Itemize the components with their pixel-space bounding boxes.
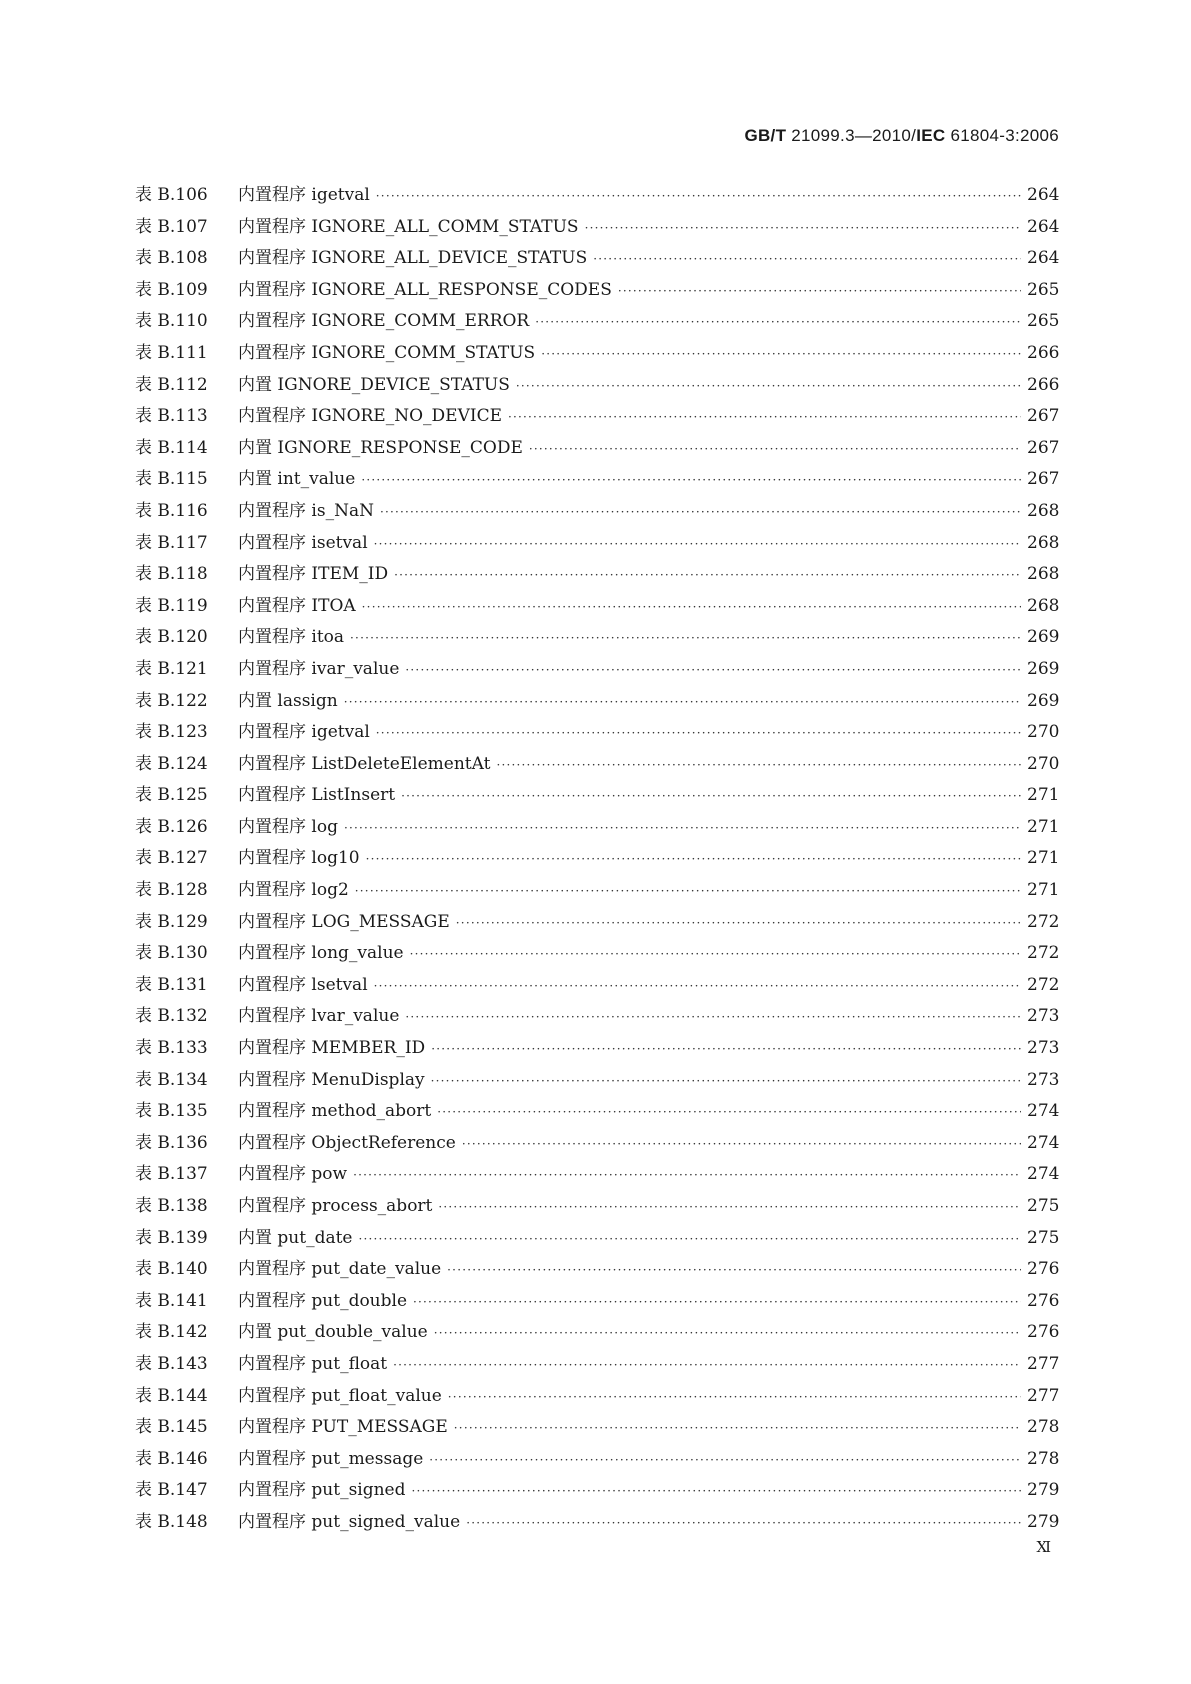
toc-entry-number: 表 B.111 [135,342,208,363]
toc-entry-page: 266 [1027,374,1060,395]
toc-entry-title: 内置程序 IGNORE_COMM_ERROR [238,311,530,332]
toc-entry-title: 内置程序 method_abort [238,1101,432,1122]
toc-dot-leader [366,844,1021,876]
toc-dot-leader [376,181,1021,213]
toc-entry[interactable] [135,464,1059,496]
toc-entry-title: 内置程序 itoa [238,627,345,648]
toc-entry-page: 265 [1027,311,1060,332]
toc-entry[interactable] [135,1507,1059,1539]
toc-dot-leader [350,623,1021,655]
toc-entry-number: 表 B.116 [135,500,208,521]
toc-entry[interactable] [135,875,1059,907]
toc-dot-leader [374,971,1021,1003]
toc-entry-page: 271 [1027,785,1060,806]
toc-entry-number: 表 B.130 [135,943,208,964]
toc-entry-title: 内置 put_double_value [238,1322,428,1343]
toc-entry-title: 内置程序 ivar_value [238,658,400,679]
toc-entry-title: 内置程序 put_date_value [238,1259,442,1280]
toc-entry[interactable] [135,243,1059,275]
toc-entry-number: 表 B.107 [135,216,208,237]
toc-entry-title: 内置程序 MenuDisplay [238,1069,425,1090]
toc-entry-number: 表 B.128 [135,880,208,901]
toc-entry-page: 265 [1027,279,1060,300]
toc-entry-number: 表 B.110 [135,311,208,332]
toc-entry-number: 表 B.126 [135,816,208,837]
toc-dot-leader [393,1350,1021,1382]
toc-entry[interactable] [135,1128,1059,1160]
toc-dot-leader [541,339,1021,371]
toc-entry[interactable] [135,812,1059,844]
toc-entry-number: 表 B.112 [135,374,208,395]
toc-entry-title: 内置程序 pow [238,1164,348,1185]
toc-dot-leader [362,592,1021,624]
toc-entry[interactable] [135,907,1059,939]
toc-dot-leader [429,1445,1021,1477]
toc-entry[interactable] [135,780,1059,812]
toc-dot-leader [496,750,1021,782]
standard-prefix: GB/T [744,126,787,145]
standard-number: 21099.3—2010/ [786,126,917,145]
toc-entry-number: 表 B.108 [135,248,208,269]
toc-entry-title: 内置 IGNORE_RESPONSE_CODE [238,437,523,458]
toc-entry-page: 268 [1027,532,1060,553]
toc-entry-title: 内置程序 igetval [238,722,370,743]
toc-entry[interactable] [135,370,1059,402]
toc-entry-page: 268 [1027,564,1060,585]
toc-entry[interactable] [135,212,1059,244]
toc-dot-leader [376,718,1021,750]
page-number: Ⅺ [1036,1538,1051,1556]
toc-dot-leader [431,1034,1021,1066]
toc-entry-page: 271 [1027,848,1060,869]
toc-entry[interactable] [135,591,1059,623]
toc-entry-page: 269 [1027,658,1060,679]
toc-dot-leader [618,276,1021,308]
toc-entry-title: 内置程序 ITEM_ID [238,564,389,585]
toc-entry-number: 表 B.109 [135,279,208,300]
toc-entry-title: 内置 put_date [238,1227,353,1248]
toc-entry-number: 表 B.134 [135,1069,208,1090]
toc-entry[interactable] [135,1286,1059,1318]
toc-entry-page: 268 [1027,595,1060,616]
toc-entry-number: 表 B.117 [135,532,208,553]
toc-dot-leader [394,560,1021,592]
toc-entry-page: 270 [1027,722,1060,743]
toc-entry-title: 内置 lassign [238,690,338,711]
toc-entry-number: 表 B.140 [135,1259,208,1280]
toc-entry[interactable] [135,938,1059,970]
toc-entry[interactable] [135,749,1059,781]
toc-entry-page: 269 [1027,690,1060,711]
toc-entry-title: 内置程序 IGNORE_COMM_STATUS [238,342,536,363]
toc-entry-page: 274 [1027,1164,1060,1185]
toc-entry[interactable] [135,717,1059,749]
toc-entry-page: 264 [1027,216,1060,237]
toc-entry[interactable] [135,275,1059,307]
toc-entry-number: 表 B.123 [135,722,208,743]
toc-entry[interactable] [135,401,1059,433]
toc-entry[interactable] [135,528,1059,560]
toc-entry-number: 表 B.133 [135,1038,208,1059]
toc-entry-title: 内置程序 put_float [238,1353,388,1374]
toc-entry[interactable] [135,1381,1059,1413]
toc-entry-number: 表 B.146 [135,1448,208,1469]
toc-dot-leader [431,1066,1021,1098]
toc-entry[interactable] [135,622,1059,654]
toc-dot-leader [454,1413,1021,1445]
toc-entry-title: 内置程序 put_message [238,1448,424,1469]
toc-entry-title: 内置程序 is_NaN [238,500,374,521]
toc-dot-leader [447,1255,1021,1287]
toc-entry[interactable] [135,1096,1059,1128]
toc-entry-page: 274 [1027,1132,1060,1153]
toc-entry-number: 表 B.132 [135,1006,208,1027]
toc-entry-title: 内置程序 log10 [238,848,360,869]
toc-entry-page: 274 [1027,1101,1060,1122]
toc-dot-leader [437,1097,1021,1129]
toc-entry-title: 内置程序 ListInsert [238,785,396,806]
toc-entry-page: 273 [1027,1006,1060,1027]
toc-entry-page: 267 [1027,437,1060,458]
toc-dot-leader [353,1160,1021,1192]
toc-entry-page: 278 [1027,1417,1060,1438]
toc-entry[interactable] [135,180,1059,212]
toc-entry-title: 内置程序 put_double [238,1290,408,1311]
toc-entry[interactable] [135,306,1059,338]
toc-dot-leader [585,213,1021,245]
toc-entry-number: 表 B.131 [135,974,208,995]
toc-entry-title: 内置 IGNORE_DEVICE_STATUS [238,374,510,395]
toc-entry-title: 内置程序 isetval [238,532,368,553]
toc-dot-leader [361,465,1021,497]
toc-entry[interactable] [135,843,1059,875]
toc-dot-leader [405,655,1021,687]
toc-entry-number: 表 B.139 [135,1227,208,1248]
toc-entry-page: 264 [1027,248,1060,269]
toc-entry-number: 表 B.135 [135,1101,208,1122]
toc-entry-number: 表 B.127 [135,848,208,869]
toc-dot-leader [535,307,1021,339]
toc-entry-title: 内置程序 log [238,816,338,837]
toc-dot-leader [412,1476,1021,1508]
toc-entry-page: 267 [1027,406,1060,427]
toc-entry-page: 279 [1027,1480,1060,1501]
toc-entry[interactable] [135,1444,1059,1476]
toc-entry-title: 内置 int_value [238,469,356,490]
toc-entry[interactable] [135,970,1059,1002]
toc-entry-page: 268 [1027,500,1060,521]
toc-entry-number: 表 B.148 [135,1511,208,1532]
toc-entry-number: 表 B.147 [135,1480,208,1501]
iec-number: 61804-3:2006 [945,126,1059,145]
toc-entry-page: 278 [1027,1448,1060,1469]
toc-dot-leader [410,939,1021,971]
toc-entry-page: 279 [1027,1511,1060,1532]
toc-entry-title: 内置程序 IGNORE_ALL_RESPONSE_CODES [238,279,612,300]
toc-entry-number: 表 B.129 [135,911,208,932]
toc-entry-number: 表 B.114 [135,437,208,458]
toc-entry-number: 表 B.120 [135,627,208,648]
toc-entry-page: 271 [1027,816,1060,837]
toc-entry[interactable] [135,1349,1059,1381]
toc-entry-number: 表 B.143 [135,1353,208,1374]
toc-entry-page: 272 [1027,974,1060,995]
toc-entry-title: 内置程序 process_abort [238,1196,433,1216]
toc-entry-page: 273 [1027,1038,1060,1059]
toc-entry-page: 269 [1027,627,1060,648]
toc-dot-leader [374,529,1021,561]
toc-entry-title: 内置程序 IGNORE_NO_DEVICE [238,406,502,427]
toc-entry[interactable] [135,1317,1059,1349]
toc-entry-number: 表 B.125 [135,785,208,806]
toc-entry-number: 表 B.144 [135,1385,208,1406]
toc-entry[interactable] [135,1065,1059,1097]
toc-entry[interactable] [135,1475,1059,1507]
toc-entry[interactable] [135,1001,1059,1033]
toc-entry-title: 内置程序 long_value [238,943,404,964]
toc-dot-leader [413,1287,1021,1319]
toc-entry-page: 271 [1027,880,1060,901]
toc-entry[interactable] [135,1254,1059,1286]
toc-entry-number: 表 B.141 [135,1290,208,1311]
toc-entry[interactable] [135,559,1059,591]
toc-entry-page: 264 [1027,185,1060,205]
toc-entry-title: 内置程序 MEMBER_ID [238,1038,426,1059]
toc-entry-page: 272 [1027,943,1060,964]
toc-entry-title: 内置程序 lsetval [238,974,368,995]
toc-dot-leader [344,687,1021,719]
toc-entry-page: 276 [1027,1259,1060,1280]
toc-entry-number: 表 B.145 [135,1417,208,1438]
toc-entry-number: 表 B.138 [135,1196,208,1216]
toc-entry-title: 内置程序 PUT_MESSAGE [238,1417,448,1438]
toc-dot-leader [529,434,1021,466]
toc-entry-number: 表 B.115 [135,469,208,490]
toc-entry[interactable] [135,1159,1059,1191]
toc-entry-title: 内置程序 LOG_MESSAGE [238,911,450,932]
toc-entry[interactable] [135,1412,1059,1444]
toc-dot-leader [456,908,1021,940]
toc-entry-page: 275 [1027,1196,1060,1216]
toc-entry[interactable] [135,1033,1059,1065]
toc-entry-number: 表 B.137 [135,1164,208,1185]
toc-entry[interactable] [135,654,1059,686]
toc-dot-leader [358,1224,1021,1256]
toc-dot-leader [438,1192,1021,1224]
toc-entry-title: 内置程序 igetval [238,185,370,205]
toc-entry-number: 表 B.106 [135,185,208,205]
toc-dot-leader [344,813,1021,845]
toc-entry-title: 内置程序 log2 [238,880,349,901]
toc-dot-leader [401,781,1021,813]
page-header [744,126,1059,146]
toc-dot-leader [516,371,1021,403]
toc-entry[interactable] [135,1223,1059,1255]
toc-dot-leader [380,497,1021,529]
toc-entry-title: 内置程序 put_signed [238,1480,406,1501]
toc-entry-number: 表 B.119 [135,595,208,616]
toc-entry-number: 表 B.121 [135,658,208,679]
toc-entry-number: 表 B.124 [135,753,208,774]
toc-entry-number: 表 B.136 [135,1132,208,1153]
toc-entry-title: 内置程序 IGNORE_ALL_COMM_STATUS [238,216,579,237]
toc-entry-page: 275 [1027,1227,1060,1248]
toc-entry-page: 273 [1027,1069,1060,1090]
toc-entry[interactable] [135,686,1059,718]
toc-entry-page: 277 [1027,1385,1060,1406]
toc-dot-leader [434,1318,1021,1350]
toc-entry-number: 表 B.122 [135,690,208,711]
toc-entry-page: 272 [1027,911,1060,932]
toc-dot-leader [508,402,1021,434]
toc-dot-leader [405,1002,1021,1034]
toc-entry-number: 表 B.118 [135,564,208,585]
toc-entry-page: 276 [1027,1290,1060,1311]
toc-dot-leader [448,1382,1021,1414]
toc-dot-leader [593,244,1021,276]
toc-entry-title: 内置程序 IGNORE_ALL_DEVICE_STATUS [238,248,588,269]
toc-entry-page: 270 [1027,753,1060,774]
toc-entry-title: 内置程序 ObjectReference [238,1132,456,1153]
toc-entry[interactable] [135,433,1059,465]
toc-entry-number: 表 B.113 [135,406,208,427]
toc-entry-title: 内置程序 put_signed_value [238,1511,461,1532]
toc-entry-page: 266 [1027,342,1060,363]
iec-prefix: IEC [916,126,946,145]
toc-entry-page: 276 [1027,1322,1060,1343]
toc-entry-page: 267 [1027,469,1060,490]
toc-entry-title: 内置程序 lvar_value [238,1006,400,1027]
toc-entry-title: 内置程序 put_float_value [238,1385,442,1406]
toc-entry[interactable] [135,496,1059,528]
toc-dot-leader [462,1129,1021,1161]
toc-entry-page: 277 [1027,1353,1060,1374]
toc-entry-title: 内置程序 ListDeleteElementAt [238,753,491,774]
toc-entry[interactable] [135,1191,1059,1223]
table-of-contents [135,180,1059,1539]
toc-entry[interactable] [135,338,1059,370]
toc-entry-title: 内置程序 ITOA [238,595,356,616]
toc-entry-number: 表 B.142 [135,1322,208,1343]
toc-dot-leader [466,1508,1021,1540]
toc-dot-leader [355,876,1021,908]
